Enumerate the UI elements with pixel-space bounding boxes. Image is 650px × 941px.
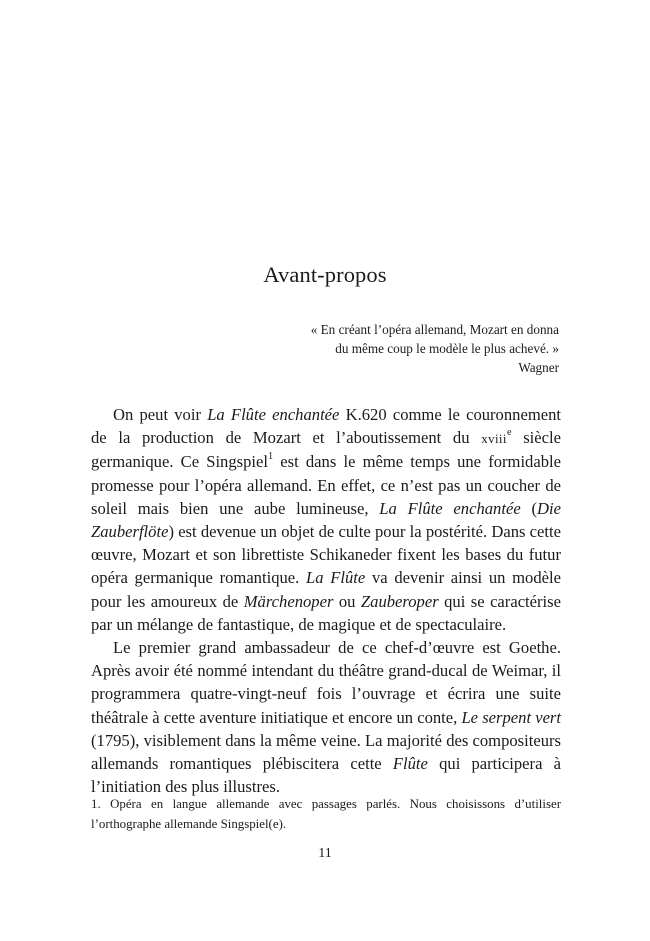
century-numeral: xviii: [481, 431, 507, 447]
century-superscript: e: [506, 427, 512, 439]
text-run: K.620 comme le couronnement de la production de Mozart et l’aboutissement du: [91, 405, 561, 448]
text-run: est dans le même temps une formidable promesse pour l’opéra allemand. En effet, ce n’est pas un coucher de soleil mais bien une aube lumineuse,: [91, 452, 561, 518]
paragraph: [91, 636, 561, 798]
text-run: Le premier grand ambassadeur de ce chef-d’œuvre est Goethe. Après avoir été nommé intendant du théâtre grand-ducal de Weimar, il programmera quatre-vingt-neuf fois l’ouvrage et écrira une suite théâtrale à cette aventure initiatique et encore un conte,: [91, 638, 561, 727]
text-run: qui se caractérise par un mélange de fantastique, de magique et de spectaculaire.: [91, 591, 561, 634]
paragraph: [91, 403, 561, 636]
epigraph-line: « En créant l’opéra allemand, Mozart en donna: [310, 322, 559, 337]
footnote-reference[interactable]: 1: [268, 451, 274, 463]
body-text: [91, 403, 561, 798]
epigraph-author: Wagner: [518, 360, 559, 375]
italic-title: Le serpent vert: [461, 707, 561, 727]
epigraph: [239, 320, 559, 377]
page-number: 11: [318, 846, 332, 861]
italic-title: La Flûte enchantée: [207, 405, 340, 424]
italic-title: La Flûte: [306, 568, 366, 588]
text-run: ) est devenue un objet de culte pour la postérité. Dans cette œuvre, Mozart et son librettiste Schikaneder fixent les bases du futur opéra germanique romantique.: [91, 522, 561, 588]
italic-title: Die Zauberflöte: [91, 498, 561, 542]
text-run: On peut voir: [113, 405, 208, 424]
italic-term: Zauberoper: [360, 591, 439, 611]
text-run: siècle germanique. Ce Singspiel: [91, 428, 561, 472]
italic-term: Märchenoper: [243, 591, 334, 611]
text-run: qui participera à l’initiation des plus illustres.: [91, 754, 561, 797]
epigraph-line: du même coup le modèle le plus achevé. »: [335, 341, 559, 356]
text-run: ou: [333, 591, 361, 611]
footnote: 1. Opéra en langue allemande avec passages parlés. Nous choisissons d’utiliser l’orthographe allemande Singspiel(e).: [91, 797, 561, 831]
text-run: (1795), visiblement dans la même veine. La majorité des compositeurs allemands romantiques plébiscitera cette: [91, 730, 561, 774]
chapter-title: Avant-propos: [263, 262, 387, 287]
text-run: va devenir ainsi un modèle pour les amoureux de: [91, 568, 561, 611]
italic-title: Flûte: [392, 754, 428, 774]
italic-title: La Flûte enchantée: [379, 498, 521, 518]
text-run: (: [520, 498, 538, 518]
